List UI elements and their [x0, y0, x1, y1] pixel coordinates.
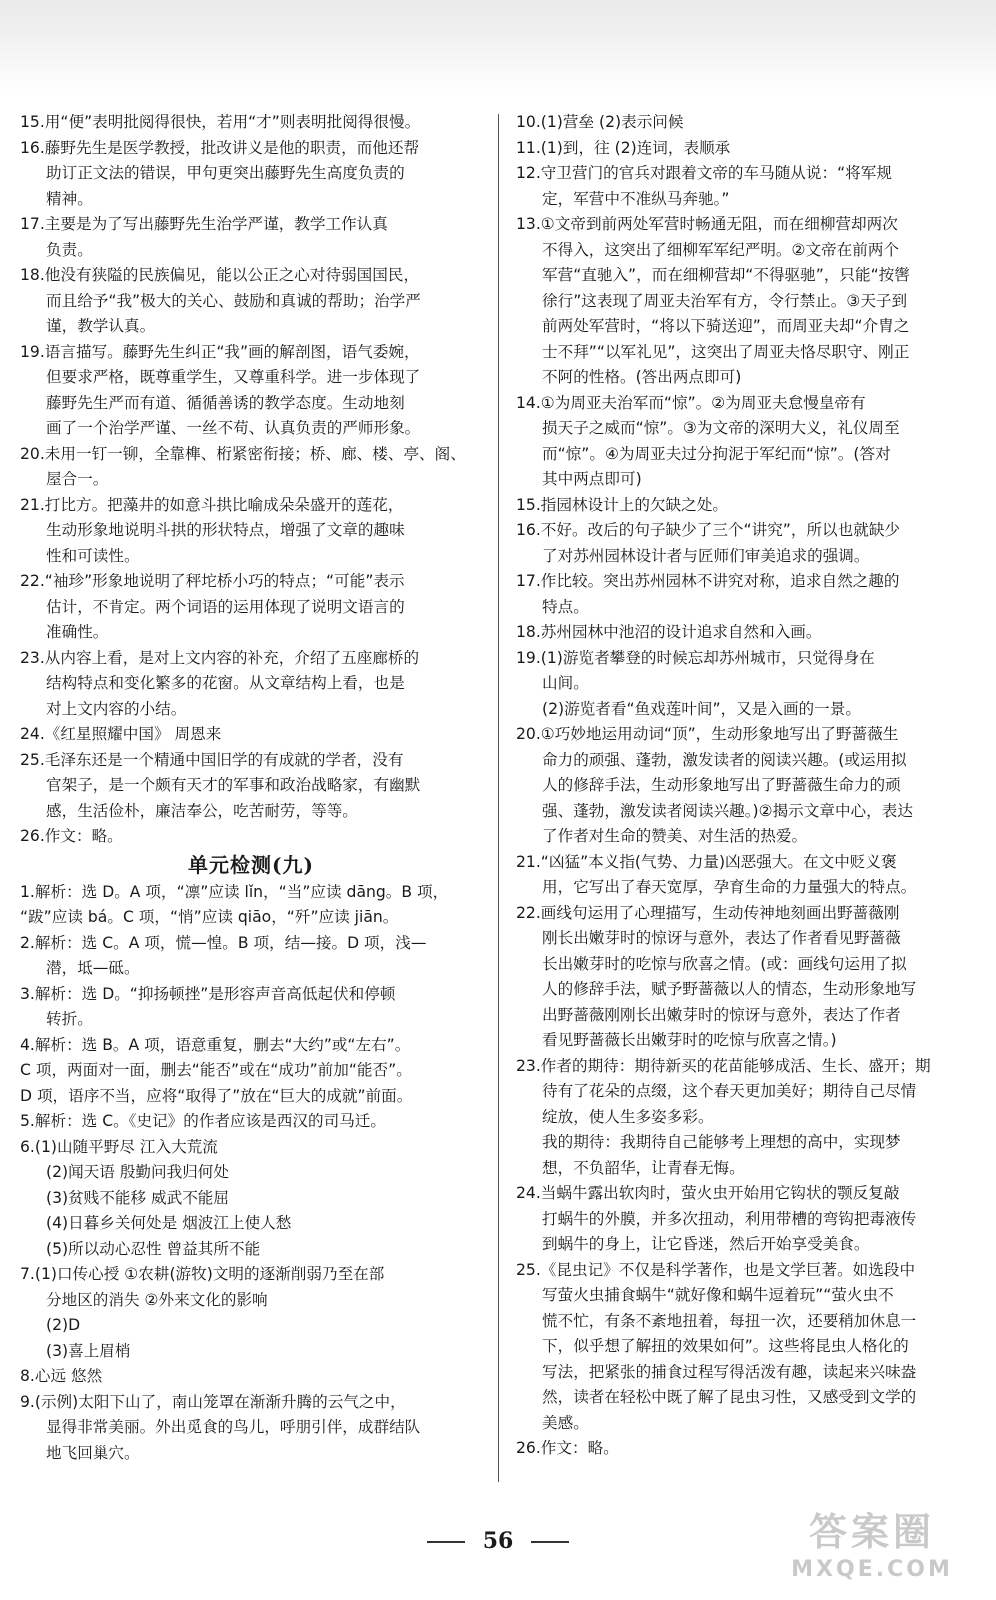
answer-line: 对上文内容的小结。: [46, 699, 187, 718]
answer-line: 23.从内容上看，是对上文内容的补充，介绍了五座廊桥的: [20, 648, 420, 667]
answer-line: 藤野先生严而有道、循循善诱的教学态度。生动地刻: [46, 393, 405, 412]
answer-line: 山间。: [542, 674, 589, 692]
column-divider: [498, 114, 499, 1482]
answer-line: 打蜗牛的外膜，并多次扭动，利用带槽的弯钩把毒液传: [542, 1209, 917, 1228]
answer-line: 13.①文帝到前两处军营时畅通无阻，而在细柳营却两次: [516, 215, 898, 233]
answer-line: 26.作文：略。: [20, 827, 123, 845]
answer-line: 定，军营中不准纵马奔驰。”: [542, 189, 730, 208]
answer-line: C 项，两面对一面，删去“能否”或在“成功”前加“能否”。: [20, 1061, 412, 1079]
answer-line: 到蜗牛的身上，让它昏迷，然后开始享受美食。: [542, 1235, 870, 1253]
answer-line: 前两处军营时，“将以下骑送迎”，而周亚夫却“介胄之: [542, 317, 910, 335]
answer-line: 分地区的消失 ②外来文化的影响: [46, 1290, 268, 1309]
answer-line: 15.用“便”表明批阅得很快，若用“才”则表明批阅得很慢。: [20, 113, 421, 131]
answer-line: 了对苏州园林设计者与匠师们审美追求的强调。: [542, 546, 870, 565]
answer-line: 写法，把紧张的捕食过程写得活泼有趣，读起来兴味盎: [542, 1362, 917, 1381]
answer-line: 但要求严格，既尊重学生，又尊重科学。进一步体现了: [46, 368, 421, 386]
answer-line: 不得入，这突出了细柳军军纪严明。②文帝在前两个: [542, 240, 900, 259]
answer-line: 8.心远 悠然: [20, 1367, 103, 1385]
answer-line: 待有了花朵的点缀，这个春天更加美好；期待自己尽情: [542, 1082, 917, 1100]
answer-line: 16.不好。改后的句子缺少了三个“讲究”，所以也就缺少: [516, 521, 901, 539]
answer-line: 26.作文：略。: [516, 1439, 619, 1457]
answer-line: (2)游览者看“鱼戏莲叶间”，又是入画的一景。: [542, 699, 861, 718]
answer-line: 22.画线句运用了心理描写，生动传神地刻画出野蔷薇刚: [516, 903, 900, 922]
answer-line: 17.作比较。突出苏州园林不讲究对称，追求自然之趣的: [516, 572, 900, 590]
answer-line: 写萤火虫捕食蜗牛“就好像和蜗牛逗着玩”“萤火虫不: [542, 1286, 894, 1304]
left-answer-column: [20, 110, 482, 1466]
answer-line: 4.解析：选 B。A 项，语意重复，删去“大约”或“左右”。: [20, 1035, 411, 1054]
answer-line: 18.他没有狭隘的民族偏见，能以公正之心对待弱国国民，: [20, 266, 420, 284]
answer-line: 地飞回巢穴。: [46, 1443, 140, 1462]
answer-line: 出野蔷薇刚刚长出嫩芽时的惊讶与意外，表达了作者: [542, 1005, 901, 1024]
answer-line: 19.(1)游览者攀登的时候忘却苏州城市，只觉得身在: [516, 648, 875, 667]
answer-line: 慌不忙，有条不紊地扭着，每扭一次，还要稍加休息一: [542, 1311, 917, 1330]
answer-line: (2)D: [46, 1316, 81, 1334]
answer-line: 然，读者在轻松中既了解了昆虫习性，又感受到文学的: [542, 1388, 917, 1406]
answer-line: 5.解析：选 C。《史记》的作者应该是西汉的司马迁。: [20, 1112, 386, 1130]
answer-line: 屋合一。: [46, 470, 109, 488]
answer-line: (5)所以动心忍性 曾益其所不能: [46, 1239, 261, 1258]
answer-line: 24.《红星照耀中国》 周恩来: [20, 725, 222, 743]
answer-line: 25.毛泽东还是一个精通中国旧学的有成就的学者，没有: [20, 750, 404, 769]
answer-line: 25.《昆虫记》不仅是科学著作，也是文学巨著。如选段中: [516, 1260, 916, 1279]
answer-line: 9.(示例)太阳下山了，南山笼罩在渐渐升腾的云气之中，: [20, 1392, 406, 1411]
answer-line: 显得非常美丽。外出觅食的鸟儿，呼朋引伴，成群结队: [46, 1418, 421, 1436]
answer-line: 长出嫩芽时的吃惊与欣喜之情。(或：画线句运用了拟: [542, 954, 907, 973]
answer-line: 19.语言描写。藤野先生纠正“我”画的解剖图，语气委婉，: [20, 342, 420, 361]
answer-line: 我的期待：我期待自己能够考上理想的高中，实现梦: [542, 1133, 901, 1151]
answer-line: 谨，教学认真。: [46, 317, 156, 335]
answer-line: 17.主要是为了写出藤野先生治学严谨，教学工作认真: [20, 215, 388, 233]
section-heading: 单元检测(九): [188, 852, 314, 877]
answer-line: 感，生活俭朴，廉洁奉公，吃苦耐劳，等等。: [46, 801, 358, 820]
answer-line: 而且给予“我”极大的关心、鼓励和真诚的帮助；治学严: [46, 291, 421, 310]
answer-line: 2.解析：选 C。A 项，慌—惶。B 项，结—接。D 项，浅—: [20, 933, 427, 952]
page-number-dash-right: [531, 1541, 569, 1543]
answer-line: 20.①巧妙地运用动词“顶”，生动形象地写出了野蔷薇生: [516, 725, 899, 743]
answer-line: 人的修辞手法，赋予野蔷薇以人的情态，生动形象地写: [542, 980, 917, 998]
answer-line: 24.当蜗牛露出软肉时，萤火虫开始用它钩状的颚反复敲: [516, 1184, 900, 1202]
answer-line: (2)闻天语 殷勤问我归何处: [46, 1163, 229, 1181]
answer-line: 其中两点即可): [542, 470, 642, 488]
answer-line: 损天子之威而“惊”。③为文帝的深明大义，礼仪周至: [542, 419, 900, 437]
answer-line: 想，不负韶华，让青春无悔。: [542, 1158, 745, 1177]
answer-line: 下，似乎想了解扭的效果如何”。这些将昆虫人格化的: [542, 1337, 909, 1355]
answer-line: 绽放，使人生多姿多彩。: [542, 1107, 714, 1126]
answer-line: 潜，坻—砥。: [46, 959, 140, 977]
answer-line: 21.“凶猛”本义指(气势、力量)凶恶强大。在文中贬义褒: [516, 852, 897, 871]
answer-line: 而“惊”。④为周亚夫过分拘泥于军纪而“惊”。(答对: [542, 444, 891, 463]
answer-line: 生动形象地说明斗拱的形状特点，增强了文章的趣味: [46, 521, 405, 539]
answer-line: 负责。: [46, 240, 93, 259]
page-number-dash-left: [427, 1541, 465, 1543]
right-answer-column: [516, 110, 978, 1462]
answer-line: 11.(1)到，往 (2)连词，表顺承: [516, 138, 731, 157]
answer-line: 21.打比方。把藻井的如意斗拱比喻成朵朵盛开的莲花，: [20, 495, 404, 514]
answer-line: 命力的顽强、蓬勃，激发读者的阅读兴趣。(或运用拟: [542, 750, 907, 769]
answer-line: 徐行”这表现了周亚夫治军有方，令行禁止。③天子到: [542, 291, 908, 310]
answer-line: D 项，语序不当，应将“取得了”放在“巨大的成就”前面。: [20, 1086, 413, 1105]
watermark-text: 答案圈: [808, 1510, 935, 1554]
answer-line: 了作者对生命的赞美、对生活的热爱。: [542, 827, 808, 845]
answer-line: 3.解析：选 D。“抑扬顿挫”是形容声音高低起伏和停顿: [20, 984, 396, 1003]
answer-line: 士不拜”“以军礼见”，这突出了周亚夫恪尽职守、刚正: [542, 342, 910, 361]
answer-line: 美感。: [542, 1413, 589, 1432]
answer-line: 估计，不肯定。两个词语的运用体现了说明文语言的: [46, 597, 405, 616]
answer-line: 15.指园林设计上的欠缺之处。: [516, 495, 728, 514]
answer-line: 人的修辞手法，生动形象地写出了野蔷薇生命力的顽: [542, 776, 901, 794]
answer-line: 结构特点和变化繁多的花窗。从文章结构上看，也是: [46, 674, 405, 692]
answer-line: 官架子，是一个颇有天才的军事和政治战略家，有幽默: [46, 776, 421, 794]
answer-line: 助订正文法的错误，甲句更突出藤野先生高度负责的: [46, 164, 405, 182]
answer-line: 6.(1)山随平野尽 江入大荒流: [20, 1137, 218, 1156]
answer-line: 7.(1)口传心授 ①农耕(游牧)文明的逐渐削弱乃至在部: [20, 1265, 385, 1283]
answer-line: 10.(1)营垒 (2)表示问候: [516, 113, 684, 131]
watermark-logo: [762, 1508, 982, 1596]
answer-line: 23.作者的期待：期待新买的花苗能够成活、生长、盛开；期: [516, 1056, 931, 1075]
answer-line: 看见野蔷薇长出嫩芽时的吃惊与欣喜之情。): [542, 1031, 837, 1049]
answer-line: 16.藤野先生是医学教授，批改讲义是他的职责，而他还帮: [20, 138, 420, 157]
answer-line: (3)喜上眉梢: [46, 1341, 131, 1360]
answer-line: “跋”应读 bá。C 项，“悄”应读 qiāo，“歼”应读 jiān。: [20, 908, 399, 926]
answer-line: 军营“直驰入”，而在细柳营却“不得驱驰”，只能“按辔: [542, 266, 910, 284]
answer-line: 性和可读性。: [46, 546, 140, 565]
answer-line: 不阿的性格。(答出两点即可): [542, 368, 742, 386]
answer-line: 12.守卫营门的官兵对跟着文帝的车马随从说：“将军规: [516, 164, 892, 182]
answer-line: 1.解析：选 D。A 项，“凛”应读 lǐn，“当”应读 dāng。B 项，: [20, 882, 449, 901]
answer-line: 特点。: [542, 597, 589, 616]
watermark-url: MXQE.COM: [791, 1557, 953, 1582]
answer-line: 精神。: [46, 189, 93, 208]
answer-line: 转折。: [46, 1010, 93, 1028]
answer-line: 用，它写出了春天宽厚，孕育生命的力量强大的特点。: [542, 878, 917, 896]
answer-line: 强、蓬勃，激发读者阅读兴趣。)②揭示文章中心，表达: [542, 801, 913, 820]
answer-line: (3)贫贱不能移 威武不能屈: [46, 1188, 229, 1207]
answer-line: 14.①为周亚夫治军而“惊”。②为周亚夫怠慢皇帝有: [516, 393, 866, 412]
answer-line: 画了一个治学严谨、一丝不苟、认真负责的严师形象。: [46, 419, 421, 437]
answer-line: 22.“袖珍”形象地说明了秤坨桥小巧的特点；“可能”表示: [20, 572, 405, 590]
answer-line: 刚长出嫩芽时的惊讶与意外，表达了作者看见野蔷薇: [542, 929, 901, 947]
answer-line: 18.苏州园林中池沼的设计追求自然和入画。: [516, 623, 822, 641]
answer-line: 20.未用一钉一铆，全靠榫、桁紧密衔接；桥、廊、楼、亭、阁、: [20, 444, 466, 463]
answer-line: (4)日暮乡关何处是 烟波江上使人愁: [46, 1214, 292, 1232]
page-number-text: 56: [482, 1528, 514, 1554]
page-top-shade: [0, 0, 996, 96]
answer-line: 准确性。: [46, 623, 109, 641]
